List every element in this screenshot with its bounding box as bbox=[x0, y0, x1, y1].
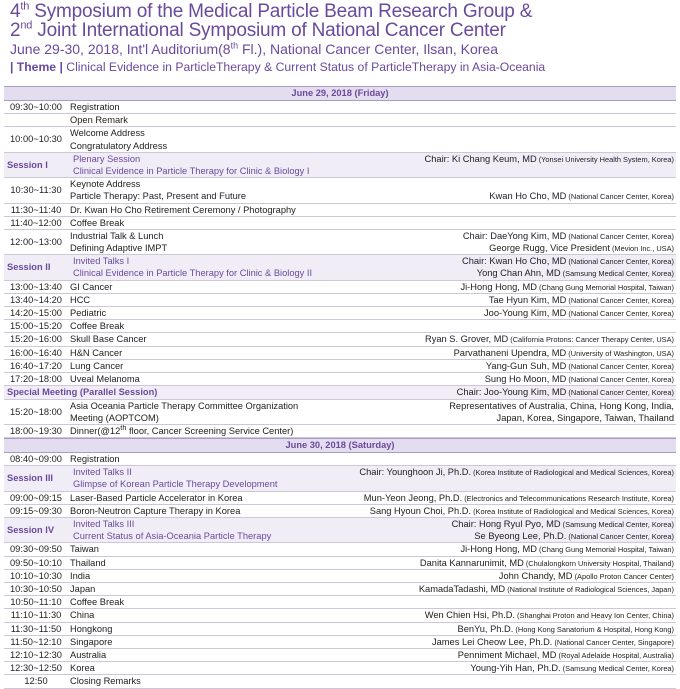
speaker bbox=[489, 190, 674, 202]
speaker-affiliation: (National Cancer Center, Korea) bbox=[566, 388, 674, 398]
speaker-affiliation: (National Cancer Center, Korea) bbox=[566, 361, 674, 371]
speaker-affiliation: (Samsung Medical Center, Korea) bbox=[560, 269, 674, 279]
speaker-name: Chair: Younghoon Ji, Ph.D. bbox=[359, 467, 472, 478]
speaker bbox=[484, 307, 674, 319]
speaker-affiliation: (National Cancer Center, Korea) bbox=[566, 231, 674, 241]
title-sup: nd bbox=[20, 19, 33, 32]
speaker-cell bbox=[484, 307, 676, 319]
speaker-cell bbox=[674, 101, 676, 113]
speaker-affiliation: (National Cancer Center, Korea) bbox=[566, 309, 674, 319]
time-cell: 09:30~10:00 bbox=[10, 102, 62, 112]
representatives: Representatives of Australia, China, Hong Kong, India, bbox=[449, 400, 674, 411]
chair-cell bbox=[452, 518, 676, 542]
session-title-cell bbox=[71, 518, 452, 542]
special-meeting-label: Special Meeting (Parallel Session) bbox=[7, 387, 158, 398]
subtitle-part: Fl.), National Cancer Center, Ilsan, Korea bbox=[238, 41, 499, 57]
speaker-name: Ryan S. Grover, MD bbox=[425, 334, 509, 345]
speaker-cell bbox=[486, 360, 676, 372]
time-cell: 12:10~12:30 bbox=[10, 650, 62, 661]
speaker-cell bbox=[460, 281, 676, 293]
title-sup: th bbox=[20, 0, 30, 13]
speaker-name: Sung Ho Moon, MD bbox=[484, 374, 567, 385]
speaker-affiliation: (Mevion Inc., USA) bbox=[609, 244, 674, 254]
speaker-cell bbox=[370, 505, 676, 517]
day-header: June 30, 2018 (Saturday) bbox=[4, 438, 676, 453]
subtitle-part: June 29-30, 2018, Int'l Auditorium(8 bbox=[10, 41, 231, 57]
activity-cell bbox=[68, 347, 454, 359]
activity-cell bbox=[68, 636, 432, 648]
time-cell: 11:40~12:00 bbox=[10, 217, 62, 228]
speaker-name: Sang Hyoun Choi, Ph.D. bbox=[369, 505, 472, 516]
speaker-cell bbox=[463, 230, 676, 254]
speaker-name: James Lei Cheow Lee, Ph.D. bbox=[431, 636, 553, 647]
speaker-affiliation: (University of Washington, USA) bbox=[566, 348, 674, 358]
activity-cell bbox=[68, 217, 674, 229]
activity-text: Hongkong bbox=[70, 623, 113, 634]
activity-cell bbox=[68, 557, 420, 569]
time-cell: 10:30~10:50 bbox=[10, 584, 62, 595]
schedule-row bbox=[4, 453, 676, 466]
speaker bbox=[425, 153, 674, 165]
speaker-name: Kwan Ho Cho, MD bbox=[489, 191, 567, 202]
activity-cell bbox=[68, 360, 486, 372]
speaker-cell bbox=[674, 204, 676, 216]
special-meeting-row bbox=[4, 386, 676, 399]
speaker bbox=[499, 570, 674, 582]
activity-text: Coffee Break bbox=[70, 597, 125, 608]
time-cell: 13:00~13:40 bbox=[10, 281, 62, 292]
session-topic: Glimpse of Korean Particle Therapy Development bbox=[73, 479, 278, 490]
schedule-row bbox=[4, 623, 676, 636]
speaker-affiliation: (National Cancer Center, Singapore) bbox=[552, 637, 674, 647]
schedule-row bbox=[4, 596, 676, 609]
speaker-affiliation: (California Protons: Cancer Therapy Center, USA) bbox=[508, 335, 674, 345]
activity-text: India bbox=[70, 570, 91, 581]
activity-cell bbox=[68, 623, 458, 635]
schedule-row bbox=[4, 609, 676, 622]
chair-cell bbox=[425, 153, 676, 177]
activity-cell bbox=[68, 400, 449, 424]
time-cell: 10:50~11:10 bbox=[10, 597, 62, 608]
theme-text: Clinical Evidence in ParticleTherapy & Current Status of ParticleTherapy in Asia-Oceania bbox=[66, 60, 546, 74]
speaker-affiliation: (Electronics and Telecommunications Research Institute, Korea) bbox=[462, 493, 674, 503]
speaker bbox=[425, 609, 674, 621]
activity-text: Open Remark bbox=[70, 115, 128, 126]
spacer bbox=[163, 386, 456, 398]
activity-cell bbox=[68, 675, 674, 687]
activity-text: Lung Cancer bbox=[70, 360, 124, 371]
session-row bbox=[4, 153, 676, 178]
chair-cell bbox=[462, 255, 676, 279]
activity-text: Pediatric bbox=[70, 308, 107, 319]
activity-text: Congratulatory Address bbox=[70, 140, 168, 151]
speaker-affiliation: (Shanghai Proton and Heavy Ion Center, China) bbox=[515, 611, 674, 621]
schedule-row bbox=[4, 557, 676, 570]
time-cell: 16:40~17:20 bbox=[10, 360, 62, 371]
subtitle-sup: th bbox=[230, 40, 239, 51]
speaker-affiliation: (Yonsei University Health System, Korea) bbox=[536, 154, 674, 164]
speaker-cell bbox=[674, 675, 676, 687]
speaker-name: Se Byeong Lee, Ph.D. bbox=[474, 531, 567, 542]
speaker bbox=[370, 505, 674, 517]
schedule-table bbox=[4, 86, 676, 689]
speaker-affiliation: (Apollo Proton Cancer Center) bbox=[572, 571, 674, 581]
session-title-cell bbox=[71, 153, 425, 177]
speaker bbox=[486, 360, 674, 372]
activity-text: Welcome Address bbox=[70, 128, 145, 139]
theme-line bbox=[10, 59, 670, 75]
activity-text: China bbox=[70, 610, 95, 621]
speaker bbox=[470, 662, 674, 674]
speaker-cell bbox=[458, 649, 676, 661]
activity-text: Dr. Kwan Ho Cho Retirement Ceremony / Photography bbox=[70, 204, 296, 215]
speaker-affiliation: (National Cancer Center, Korea) bbox=[566, 257, 674, 267]
schedule-row bbox=[4, 307, 676, 320]
schedule-row bbox=[4, 230, 676, 255]
speaker-cell bbox=[674, 217, 676, 229]
session-label: Session IV bbox=[7, 525, 55, 536]
speaker-affiliation: (Chulalongkorn University Hospital, Thailand) bbox=[523, 558, 674, 568]
speaker-affiliation: (National Cancer Center, Korea) bbox=[566, 192, 674, 202]
time-cell: 11:10~11:30 bbox=[10, 610, 62, 621]
schedule-row bbox=[4, 204, 676, 217]
activity-cell bbox=[68, 543, 460, 555]
activity-text: Coffee Break bbox=[70, 217, 125, 228]
speaker-cell bbox=[674, 596, 676, 608]
speaker-name: John Chandy, MD bbox=[498, 570, 573, 581]
activity-cell bbox=[68, 101, 674, 113]
time-cell: 12:00~13:00 bbox=[10, 237, 62, 247]
speaker bbox=[458, 623, 674, 635]
activity-text: Meeting (AOPTCOM) bbox=[70, 412, 159, 423]
activity-text: H&N Cancer bbox=[70, 347, 123, 358]
speaker-name: Parvathaneni Upendra, MD bbox=[453, 347, 567, 358]
speaker bbox=[359, 466, 674, 478]
activity-cell bbox=[68, 453, 674, 465]
time-cell: 16:00~16:40 bbox=[10, 347, 62, 358]
speaker-cell bbox=[674, 127, 676, 151]
time-cell: 12:30~12:50 bbox=[10, 663, 62, 674]
speaker-name: Mun-Yeon Jeong, Ph.D. bbox=[363, 492, 463, 503]
schedule-row bbox=[4, 636, 676, 649]
activity-cell bbox=[68, 114, 674, 126]
speaker-cell bbox=[420, 557, 676, 569]
speaker-affiliation: (National Cancer Center, Korea) bbox=[566, 375, 674, 385]
activity-cell bbox=[68, 609, 425, 621]
speaker-affiliation: (Chang Gung Memorial Hospital, Taiwan) bbox=[536, 545, 674, 555]
activity-cell bbox=[68, 178, 489, 202]
title-number: 4 bbox=[10, 1, 21, 22]
title-line-1 bbox=[10, 2, 670, 21]
speaker-affiliation: (National Cancer Center, Korea) bbox=[566, 532, 674, 542]
session-title: Invited Talks I bbox=[73, 256, 130, 267]
activity-cell bbox=[68, 127, 674, 151]
activity-text: Asia Oceania Particle Therapy Committee Organization bbox=[70, 400, 299, 411]
speaker-cell bbox=[460, 543, 676, 555]
schedule-row bbox=[4, 178, 676, 203]
activity-text: GI Cancer bbox=[70, 281, 113, 292]
activity-text: Registration bbox=[70, 102, 120, 112]
time-cell: 17:20~18:00 bbox=[10, 374, 62, 385]
time-cell: 09:30~09:50 bbox=[10, 544, 62, 555]
spacer bbox=[489, 178, 674, 190]
speaker-cell bbox=[458, 623, 676, 635]
schedule-row bbox=[4, 570, 676, 583]
speaker bbox=[463, 242, 674, 254]
speaker-name: Chair: Joo-Young Kim, MD bbox=[456, 387, 567, 398]
activity-text: Australia bbox=[70, 650, 107, 661]
title-text: Joint International Symposium of National Cancer Center bbox=[32, 20, 506, 41]
time-cell: 09:15~09:30 bbox=[10, 505, 62, 516]
session-label: Session I bbox=[7, 159, 48, 170]
activity-text: Keynote Address bbox=[70, 179, 141, 190]
speaker bbox=[432, 636, 674, 648]
speaker-name: Tae Hyun Kim, MD bbox=[488, 294, 567, 305]
speaker-name: Penniment Michael, MD bbox=[457, 650, 557, 661]
activity-cell bbox=[68, 662, 470, 674]
session-title-cell bbox=[71, 255, 462, 279]
activity-cell bbox=[68, 281, 460, 293]
speaker-name: Yang-Gun Suh, MD bbox=[485, 360, 567, 371]
schedule-row bbox=[4, 360, 676, 373]
session-topic: Clinical Evidence in Particle Therapy for Clinic & Biology II bbox=[73, 268, 313, 279]
session-label: Session II bbox=[7, 262, 51, 273]
speaker bbox=[420, 557, 674, 569]
schedule-row bbox=[4, 400, 676, 425]
activity-text: Closing Remarks bbox=[70, 676, 141, 687]
speaker bbox=[489, 294, 674, 306]
schedule-row bbox=[4, 505, 676, 518]
activity-text: Particle Therapy: Past, Present and Future bbox=[70, 191, 247, 202]
speaker-name: Joo-Young Kim, MD bbox=[484, 308, 567, 319]
speaker bbox=[463, 230, 674, 242]
activity-text: Japan bbox=[70, 584, 96, 595]
speaker-name: George Rugg, Vice President bbox=[489, 243, 610, 254]
activity-cell bbox=[68, 294, 489, 306]
session-row bbox=[4, 518, 676, 543]
activity-cell bbox=[68, 307, 484, 319]
speaker bbox=[454, 347, 674, 359]
speaker-affiliation: (Korea Institute of Radiological and Medical Sciences, Korea) bbox=[471, 506, 674, 516]
schedule-row bbox=[4, 425, 676, 438]
speaker-cell bbox=[449, 400, 676, 424]
schedule-row bbox=[4, 649, 676, 662]
speaker bbox=[462, 255, 674, 267]
speaker bbox=[457, 386, 674, 398]
activity-text: HCC bbox=[70, 294, 91, 305]
time-cell: 11:30~11:40 bbox=[10, 204, 62, 215]
speaker-affiliation: (Korea Institute of Radiological and Medical Sciences, Korea) bbox=[471, 468, 674, 478]
activity-text: Registration bbox=[70, 454, 120, 465]
speaker-cell bbox=[425, 609, 676, 621]
speaker-cell bbox=[674, 114, 676, 126]
speaker bbox=[485, 373, 674, 385]
activity-cell bbox=[68, 230, 463, 254]
activity-cell bbox=[68, 333, 425, 345]
title-number: 2 bbox=[10, 20, 21, 41]
session-row bbox=[4, 255, 676, 280]
speaker bbox=[460, 543, 674, 555]
speaker bbox=[425, 333, 674, 345]
session-topic: Clinical Evidence in Particle Therapy for Clinic & Biology I bbox=[73, 165, 310, 176]
time-cell: 12:50 bbox=[24, 676, 48, 687]
schedule-row bbox=[4, 114, 676, 127]
activity-text: Boron-Neutron Capture Therapy in Korea bbox=[70, 505, 241, 516]
activity-text: Industrial Talk & Lunch bbox=[70, 230, 164, 241]
time-cell: 15:20~18:00 bbox=[10, 406, 62, 417]
session-topic: Current Status of Asia-Oceania Particle Therapy bbox=[73, 531, 272, 542]
activity-cell bbox=[68, 425, 676, 437]
speaker-cell bbox=[364, 492, 676, 504]
speaker-cell bbox=[432, 636, 676, 648]
speaker-cell bbox=[489, 178, 676, 202]
speaker-name: BenYu, Ph.D. bbox=[457, 623, 514, 634]
speaker bbox=[452, 518, 674, 530]
activity-text: Defining Adaptive IMPT bbox=[70, 243, 168, 254]
session-title: Invited Talks II bbox=[73, 467, 132, 478]
speaker-affiliation: (National Cancer Center, Korea) bbox=[566, 295, 674, 305]
speaker-affiliation: (Samsung Medical Center, Korea) bbox=[560, 664, 674, 674]
session-row bbox=[4, 466, 676, 491]
session-label: Session III bbox=[7, 473, 53, 484]
schedule-row bbox=[4, 333, 676, 346]
activity-cell bbox=[68, 649, 458, 661]
schedule-row bbox=[4, 101, 676, 114]
activity-cell bbox=[68, 505, 370, 517]
activity-text: Laser-Based Particle Accelerator in Korea bbox=[70, 492, 243, 503]
schedule-row bbox=[4, 662, 676, 675]
time-cell: 10:10~10:30 bbox=[10, 570, 62, 581]
speaker-name: Ji-Hong Hong, MD bbox=[460, 281, 537, 292]
time-cell: 14:20~15:00 bbox=[10, 308, 62, 319]
speaker-name: Chair: Hong Ryul Pyo, MD bbox=[451, 519, 561, 530]
activity-cell bbox=[68, 492, 364, 504]
speaker-name: Young-Yih Han, Ph.D. bbox=[470, 663, 561, 674]
speaker-cell bbox=[674, 320, 676, 332]
speaker-cell bbox=[674, 453, 676, 465]
speaker-cell bbox=[470, 662, 676, 674]
speaker bbox=[452, 530, 674, 542]
activity-text: Singapore bbox=[70, 636, 113, 647]
speaker-cell bbox=[454, 347, 676, 359]
header bbox=[0, 0, 680, 75]
schedule-row bbox=[4, 294, 676, 307]
schedule-row bbox=[4, 320, 676, 333]
chair-cell bbox=[457, 386, 676, 398]
activity-sup: th bbox=[120, 424, 127, 432]
time-cell: 13:40~14:20 bbox=[10, 294, 62, 305]
schedule-row bbox=[4, 675, 676, 688]
speaker-name: Chair: Ki Chang Keum, MD bbox=[424, 153, 537, 164]
speaker bbox=[458, 649, 674, 661]
speaker-affiliation: (Royal Adelaide Hospital, Australia) bbox=[556, 651, 674, 661]
activity-text: Coffee Break bbox=[70, 321, 125, 332]
session-title: Plenary Session bbox=[73, 153, 141, 164]
speaker-cell bbox=[425, 333, 676, 345]
time-cell: 08:40~09:00 bbox=[10, 454, 62, 465]
time-cell bbox=[4, 114, 68, 126]
chair-cell bbox=[359, 466, 676, 490]
speaker-affiliation: (Chang Gung Memorial Hospital, Taiwan) bbox=[536, 282, 674, 292]
time-cell: 18:00~19:30 bbox=[10, 425, 62, 436]
activity-cell bbox=[68, 570, 499, 582]
title-line-2 bbox=[10, 21, 670, 40]
activity-cell bbox=[68, 320, 674, 332]
activity-text: Thailand bbox=[70, 557, 106, 568]
schedule-row bbox=[4, 583, 676, 596]
speaker-affiliation: (Samsung Medical Center, Korea) bbox=[560, 520, 674, 530]
speaker-name: KamadaTadashi, MD bbox=[418, 584, 506, 595]
speaker-name: Chair: Kwan Ho Cho, MD bbox=[461, 256, 567, 267]
speaker-affiliation: (Hong Kong Sanatorium & Hospital, Hong Kong) bbox=[513, 624, 674, 634]
time-cell: 09:00~09:15 bbox=[10, 492, 62, 503]
schedule-row bbox=[4, 127, 676, 152]
title-text: Symposium of the Medical Particle Beam Research Group & bbox=[29, 1, 533, 22]
speaker bbox=[419, 583, 674, 595]
speaker-cell bbox=[419, 583, 676, 595]
activity-text: Korea bbox=[70, 663, 95, 674]
activity-cell bbox=[68, 583, 419, 595]
schedule-row bbox=[4, 281, 676, 294]
speaker-cell bbox=[485, 373, 676, 385]
day-header: June 29, 2018 (Friday) bbox=[4, 86, 676, 101]
theme-label: | Theme | bbox=[10, 60, 63, 74]
speaker-cell bbox=[489, 294, 676, 306]
time-cell: 11:50~12:10 bbox=[10, 636, 62, 647]
schedule-row bbox=[4, 492, 676, 505]
activity-text: Uveal Melanoma bbox=[70, 374, 140, 385]
activity-cell bbox=[68, 596, 674, 608]
schedule-row bbox=[4, 347, 676, 360]
speaker-name: Danita Kannarunimit, MD bbox=[419, 557, 524, 568]
speaker bbox=[460, 281, 674, 293]
activity-text: Dinner(@12 bbox=[70, 425, 121, 436]
speaker-cell bbox=[499, 570, 676, 582]
time-cell: 09:50~10:10 bbox=[10, 557, 62, 568]
speaker bbox=[364, 492, 674, 504]
time-cell: 15:20~16:00 bbox=[10, 334, 62, 345]
schedule-row bbox=[4, 373, 676, 386]
time-cell: 11:30~11:50 bbox=[10, 623, 62, 634]
speaker-name: Chair: DaeYong Kim, MD bbox=[462, 230, 567, 241]
speaker-name: Ji-Hong Hong, MD bbox=[460, 544, 537, 555]
session-title-cell bbox=[71, 466, 359, 490]
subtitle bbox=[10, 40, 670, 59]
speaker-name: Yong Chan Ahn, MD bbox=[476, 268, 561, 279]
representatives: Japan, Korea, Singapore, Taiwan, Thailand bbox=[496, 412, 674, 423]
speaker-affiliation: (National Institute of Radiological Sciences, Japan) bbox=[505, 585, 674, 595]
activity-cell bbox=[68, 373, 485, 385]
time-cell: 15:00~15:20 bbox=[10, 321, 62, 332]
schedule-row bbox=[4, 217, 676, 230]
time-cell: 10:30~11:30 bbox=[10, 185, 62, 196]
time-cell: 10:00~10:30 bbox=[10, 134, 62, 145]
activity-text: floor, Cancer Screening Service Center) bbox=[126, 425, 294, 436]
activity-cell bbox=[68, 204, 674, 216]
session-title: Invited Talks III bbox=[73, 519, 135, 530]
activity-text: Taiwan bbox=[70, 544, 99, 555]
activity-text: Skull Base Cancer bbox=[70, 334, 147, 345]
schedule-row bbox=[4, 543, 676, 556]
speaker bbox=[462, 267, 674, 279]
speaker-name: Wen Chien Hsi, Ph.D. bbox=[424, 610, 515, 621]
